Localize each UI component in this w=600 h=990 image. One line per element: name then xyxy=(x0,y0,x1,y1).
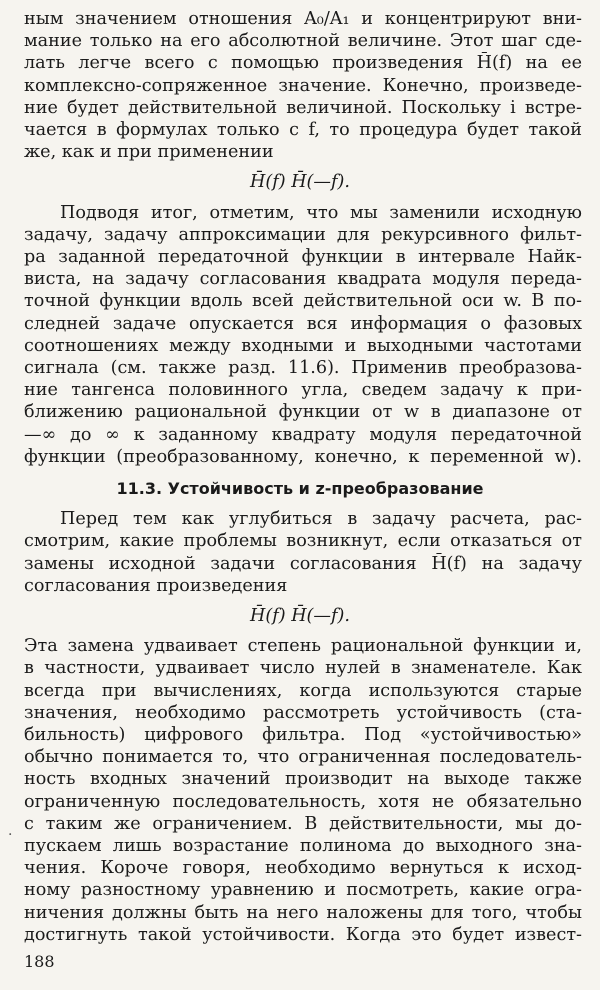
text-line: обычно понимается то, что ограниченная последователь- xyxy=(24,747,582,768)
text-line: в частности, удваивает число нулей в знаменателе. Как xyxy=(24,658,582,679)
text-line: следней задаче опускается вся информация о фазовых xyxy=(24,313,582,334)
paragraph-first-line: Перед тем как углубиться в задачу расчета, рас- xyxy=(60,509,582,530)
text-line: соотношениях между входными и выходными частотами xyxy=(24,335,582,356)
text-line: согласования произведения xyxy=(24,575,288,596)
text-line: ближению рациональной функции от w в диапазоне от xyxy=(24,402,582,423)
text-line: пускаем лишь возрастание полинома до выходного зна- xyxy=(24,836,582,856)
paragraph-first-line: Подводя итог, отметим, что мы заменили исходную xyxy=(60,202,582,223)
text-line: всегда при вычислениях, когда используются старые xyxy=(24,680,582,701)
text-line: ному разностному уравнению и посмотреть, какие огра- xyxy=(24,880,582,901)
text-line: ным значением отношения A₀/A₁ и концентрируют вни- xyxy=(24,9,582,29)
text-line: ние будет действительной величиной. Поскольку i встре- xyxy=(24,97,582,118)
text-line: бильность) цифрового фильтра. Под «устойчивостью» xyxy=(24,725,582,745)
text-line: ние тангенса половинного угла, сведем задачу к при- xyxy=(24,380,582,401)
text-line: ра заданной передаточной функции в интервале Найк- xyxy=(24,247,582,267)
text-line: задачу, задачу аппроксимации для рекурсивного фильт- xyxy=(24,224,582,245)
formula: H̄(f) H̄(—f). xyxy=(250,606,350,626)
text-line: же, как и при применении xyxy=(24,142,274,163)
text-line: ничения должны быть на него наложены для того, чтобы xyxy=(24,902,582,923)
text-line: лать легче всего с помощью произведения H̄(f) на ее xyxy=(24,53,582,74)
text-line: значения, необходимо рассмотреть устойчивость (ста- xyxy=(24,702,582,723)
text-line: смотрим, какие проблемы возникнут, если отказаться от xyxy=(24,531,582,552)
margin-mark: · xyxy=(8,827,13,843)
text-line: комплексно-сопряженное значение. Конечно, произведе- xyxy=(24,75,582,96)
text-line: Эта замена удваивает степень рациональной функции и, xyxy=(24,636,582,657)
text-line: ность входных значений производит на выходе также xyxy=(24,769,582,790)
text-line: —∞ до ∞ к заданному квадрату модуля передаточной xyxy=(24,424,582,445)
text-line: чения. Короче говоря, необходимо вернуться к исход- xyxy=(24,858,582,879)
text-line: достигнуть такой устойчивости. Когда это будет извест- xyxy=(24,924,582,945)
page-number: 188 xyxy=(24,952,55,971)
text-line: с таким же ограничением. В действительности, мы до- xyxy=(24,813,582,834)
text-line: функции (преобразованному, конечно, к переменной w). xyxy=(24,446,582,467)
section-heading: 11.3. Устойчивость и z-преобразование xyxy=(116,479,484,498)
formula: H̄(f) H̄(—f). xyxy=(250,172,350,193)
text-line: чается в формулах только с f, то процедура будет такой xyxy=(24,120,582,140)
text-line: замены исходной задачи согласования H̄(f) на задачу xyxy=(24,553,582,574)
text-line: точной функции вдоль всей действительной оси w. В по- xyxy=(24,291,582,312)
text-line: виста, на задачу согласования квадрата модуля переда- xyxy=(24,269,582,290)
text-line: ограниченную последовательность, хотя не обязательно xyxy=(24,791,582,812)
text-line: сигнала (см. также разд. 11.6). Применив преобразова- xyxy=(24,358,582,378)
text-line: мание только на его абсолютной величине. Этот шаг сде- xyxy=(24,31,582,52)
